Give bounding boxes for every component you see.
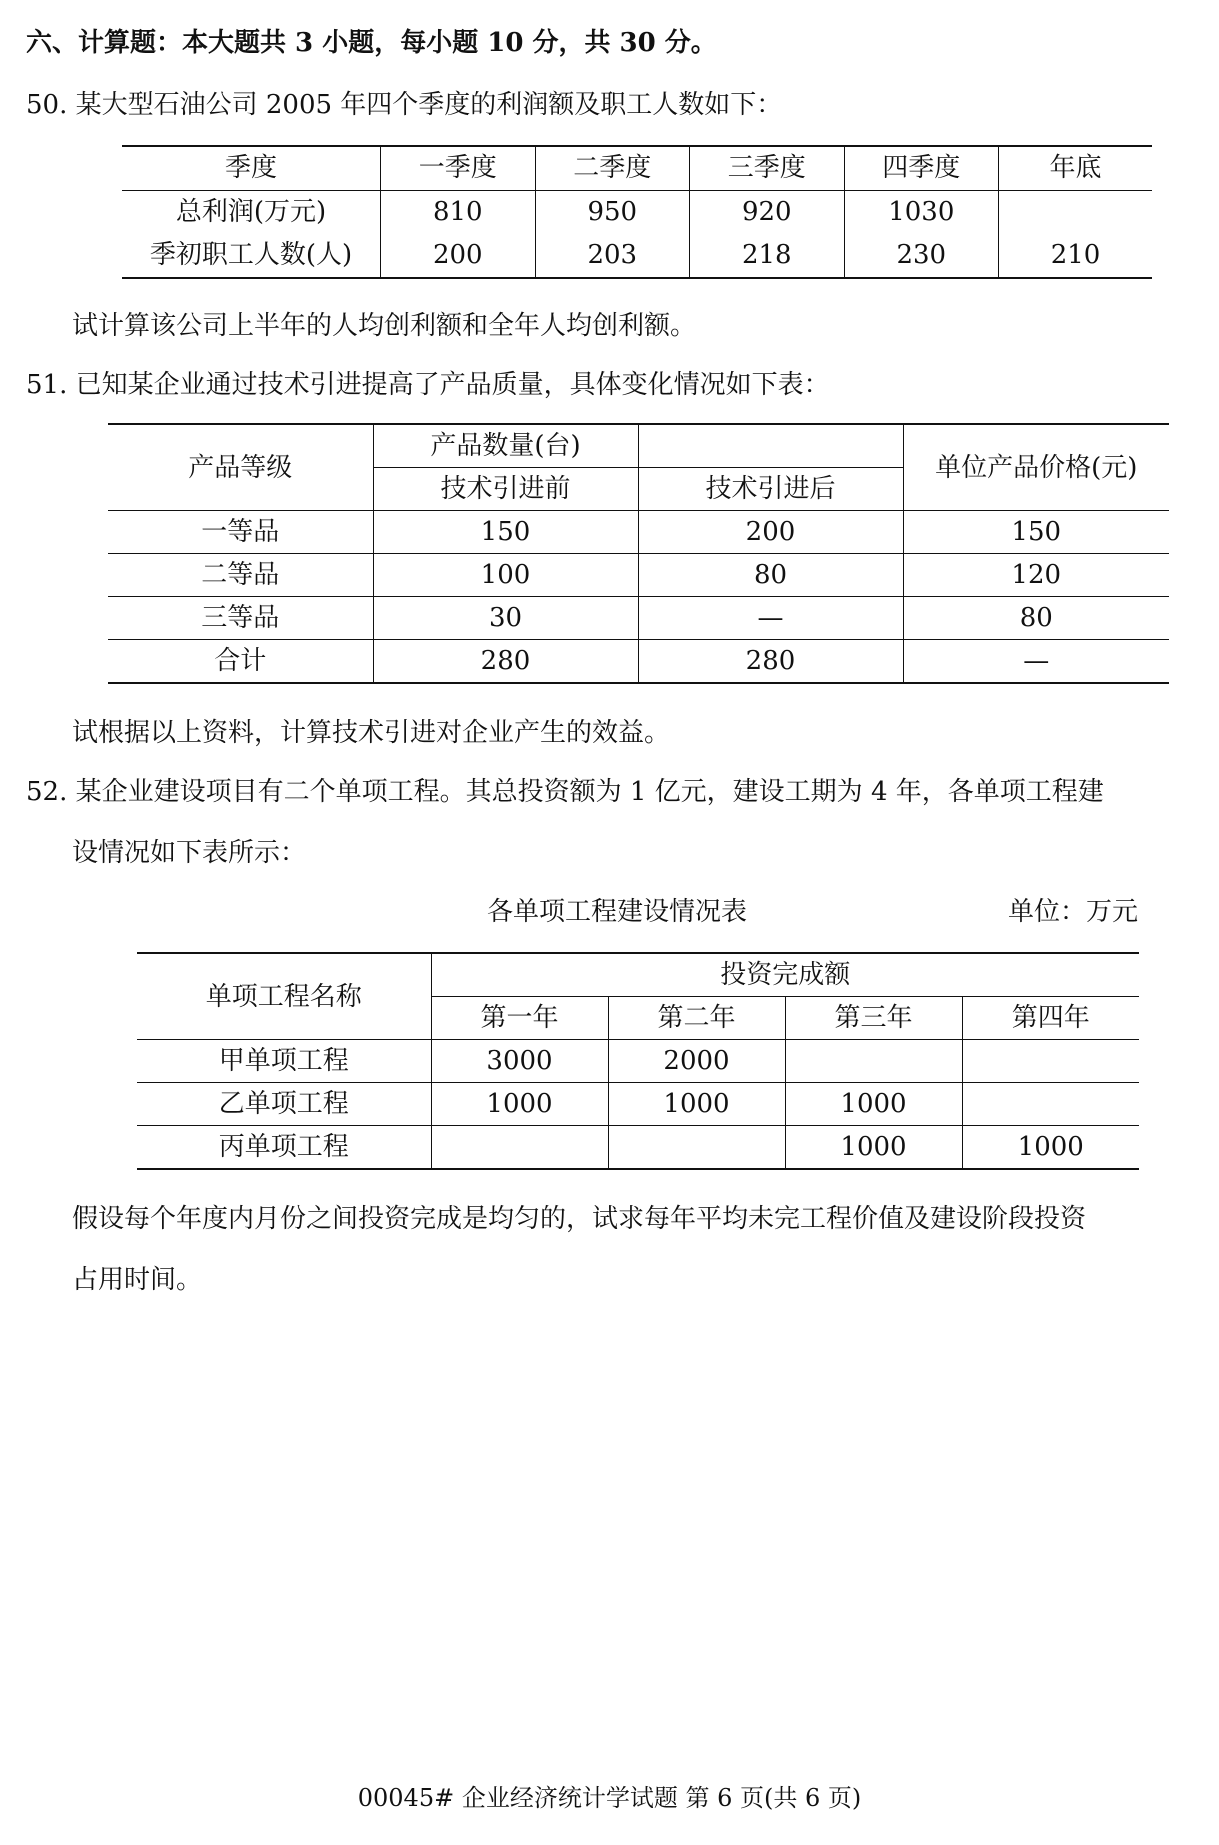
- table-row: [108, 640, 1169, 684]
- table-cell: [962, 1083, 1139, 1126]
- table-header-cell: 产品等级: [108, 424, 373, 511]
- table-cell: 合计: [108, 640, 373, 684]
- table-cell: 1000: [785, 1126, 962, 1170]
- section-title: 六、计算题：本大题共 3 小题，每小题 10 分，共 30 分。: [26, 28, 717, 58]
- table-header-cell: 投资完成额: [431, 953, 1139, 997]
- question-50-stem: 50. 某大型石油公司 2005 年四个季度的利润额及职工人数如下：: [26, 90, 783, 120]
- table-cell: 二等品: [108, 554, 373, 597]
- table-cell: 150: [373, 511, 638, 554]
- table-row: [122, 191, 1152, 235]
- table-header-cell: 第四年: [962, 997, 1139, 1040]
- table-cell: 丙单项工程: [137, 1126, 431, 1170]
- table-row: [108, 554, 1169, 597]
- table-header-cell: 一季度: [381, 146, 536, 191]
- table-cell: 80: [638, 554, 903, 597]
- table-cell: [431, 1126, 608, 1170]
- table-cell: 总利润(万元): [122, 191, 381, 235]
- table-cell: 200: [381, 234, 536, 278]
- table-row: [108, 511, 1169, 554]
- table-header-row: [137, 953, 1139, 997]
- table-cell: 810: [381, 191, 536, 235]
- table-header-cell: 季度: [122, 146, 381, 191]
- table-cell: 280: [638, 640, 903, 684]
- table-cell: 203: [535, 234, 690, 278]
- table-cell: —: [903, 640, 1169, 684]
- table-cell: 30: [373, 597, 638, 640]
- question-52-ask-line1: 假设每个年度内月份之间投资完成是均匀的，试求每年平均未完工程价值及建设阶段投资: [72, 1204, 1087, 1234]
- table-cell: 280: [373, 640, 638, 684]
- table-cell: [608, 1126, 785, 1170]
- table-header-cell: 第一年: [431, 997, 608, 1040]
- table-cell: 乙单项工程: [137, 1083, 431, 1126]
- question-51-ask: 试根据以上资料，计算技术引进对企业产生的效益。: [72, 718, 671, 748]
- q52-investment-table: [137, 952, 1139, 1170]
- table-cell: 218: [690, 234, 845, 278]
- table-header-row: [108, 424, 1169, 468]
- question-52-stem-line2: 设情况如下表所示：: [72, 838, 307, 868]
- table-cell: 210: [1050, 240, 1101, 270]
- table-cell: 100: [373, 554, 638, 597]
- table-cell: 150: [903, 511, 1169, 554]
- table-cell: 80: [903, 597, 1169, 640]
- table-cell: 200: [638, 511, 903, 554]
- table-header-cell: 年底: [999, 146, 1152, 191]
- question-51-stem: 51. 已知某企业通过技术引进提高了产品质量，具体变化情况如下表：: [26, 370, 830, 400]
- table-cell: 2000: [608, 1040, 785, 1083]
- table-cell: 1000: [608, 1083, 785, 1126]
- question-52-stem-line1: 52. 某企业建设项目有二个单项工程。其总投资额为 1 亿元，建设工期为 4 年，各单项工程建: [26, 777, 1104, 807]
- table-row: [108, 597, 1169, 640]
- table-cell: 一等品: [108, 511, 373, 554]
- table-cell: 920: [690, 191, 845, 235]
- table-cell: 1000: [785, 1083, 962, 1126]
- q51-product-grade-table: [108, 423, 1169, 684]
- table-header-row: [122, 146, 1152, 191]
- table-header-cell: 单项工程名称: [137, 953, 431, 1040]
- q50-profit-table: [122, 145, 1152, 279]
- page-footer: 00045# 企业经济统计学试题 第 6 页(共 6 页): [357, 1784, 862, 1812]
- table-row: [122, 234, 1152, 278]
- table-header-cell: 二季度: [535, 146, 690, 191]
- table-cell: 1000: [962, 1126, 1139, 1170]
- table-row: [137, 1126, 1139, 1170]
- table-cell: 季初职工人数(人): [122, 234, 381, 278]
- table-cell: [962, 1040, 1139, 1083]
- table-cell: 甲单项工程: [137, 1040, 431, 1083]
- table-header-cell: 产品数量(台): [373, 424, 638, 468]
- table-header-cell: 单位产品价格(元): [903, 424, 1169, 511]
- table-row: [137, 1083, 1139, 1126]
- table-header-cell: 四季度: [844, 146, 999, 191]
- table-cell: 120: [903, 554, 1169, 597]
- table-unit: 单位：万元: [1008, 897, 1139, 927]
- table-header-cell: 技术引进后: [638, 468, 903, 511]
- question-50-ask: 试计算该公司上半年的人均创利额和全年人均创利额。: [72, 311, 697, 341]
- table-header-cell: 第三年: [785, 997, 962, 1040]
- table-caption: 各单项工程建设情况表: [487, 897, 748, 927]
- table-cell: 230: [844, 234, 999, 278]
- table-cell: [785, 1040, 962, 1083]
- table-cell: 3000: [431, 1040, 608, 1083]
- question-52-ask-line2: 占用时间。: [72, 1265, 203, 1295]
- table-cell: 1000: [431, 1083, 608, 1126]
- table-header-cell: [638, 424, 903, 468]
- table-cell: 950: [535, 191, 690, 235]
- table-cell: [999, 191, 1152, 235]
- table-cell: 1030: [844, 191, 999, 235]
- table-header-cell: 三季度: [690, 146, 845, 191]
- table-header-cell: 技术引进前: [373, 468, 638, 511]
- table-cell: —: [638, 597, 903, 640]
- table-cell: 三等品: [108, 597, 373, 640]
- table-header-cell: 第二年: [608, 997, 785, 1040]
- table-row: [137, 1040, 1139, 1083]
